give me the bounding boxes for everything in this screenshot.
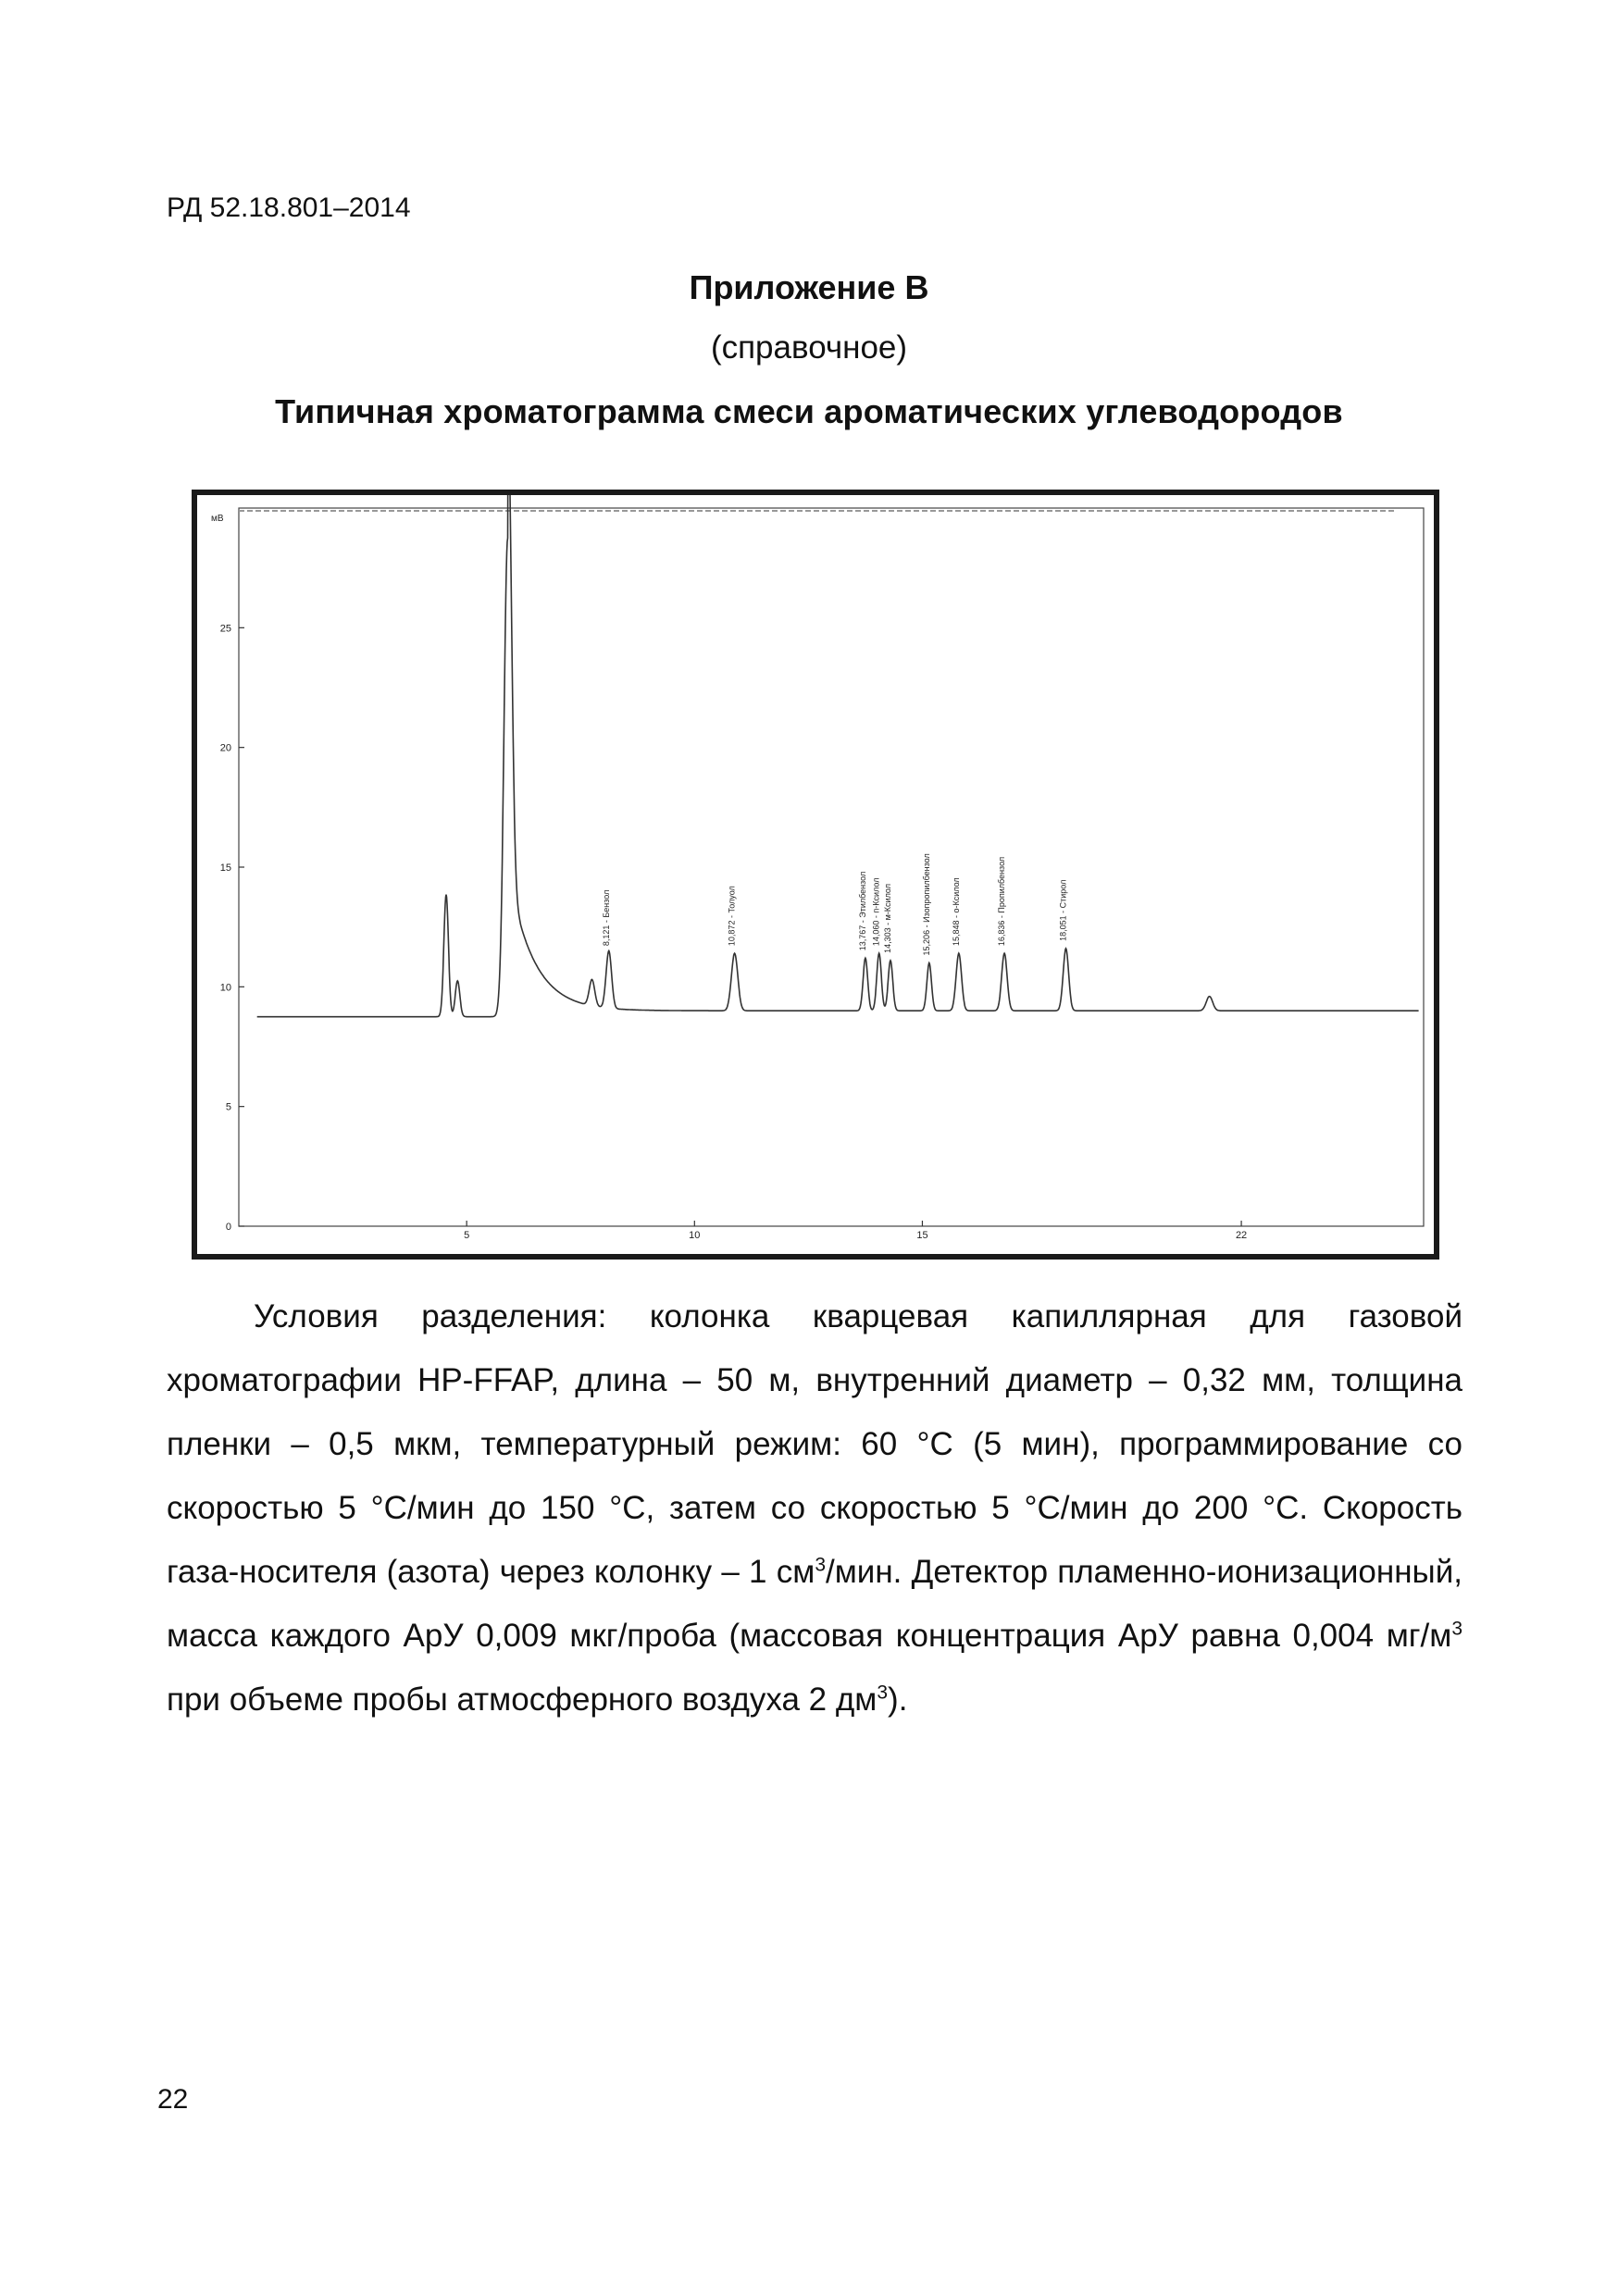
superscript-cubic-2: 3 [1451,1618,1462,1640]
y-unit-label: мВ [211,514,224,524]
chromatogram-trace [257,495,1419,1017]
x-tick-label: 10 [689,1230,701,1241]
chromatogram-frame [192,490,1439,1260]
conditions-text-2: /мин. Детектор пламенно-ионизационный, масса каждого АрУ 0,009 мкг/проба (массовая концентрация АрУ равна 0,004 мг/м [167,1554,1462,1654]
peak-label: 15,848 - о-Ксилол [951,877,961,947]
appendix-title: Приложение В [689,268,929,306]
page-number: 22 [157,2084,189,2115]
y-tick-label: 25 [219,623,231,635]
x-tick-label: 15 [916,1230,928,1241]
x-tick-label: 22 [1235,1230,1248,1241]
conditions-text-4: ). [888,1682,908,1718]
superscript-cubic-3: 3 [877,1682,889,1704]
peak-label: 15,206 - Изопропилбензол [921,853,931,956]
conditions-text-1: Условия разделения: колонка кварцевая капиллярная для газовой хроматографии HP-FFAP, длина – 50 м, внутренний диаметр – 0,32 мм, толщина пленки – 0,5 мкм, температурный режим: 60 °С (5 мин), программирование со скоростью 5 °С/мин до 150 °С, затем со скоростью 5 °С/мин до 200 °С. Скорость газа-носителя (азота) через колонку – 1 см [167,1298,1462,1590]
plot-area-border [239,508,1424,1226]
document-code: РД 52.18.801–2014 [167,192,411,223]
y-tick-label: 0 [225,1222,231,1233]
figure-title: Типичная хроматограмма смеси ароматических углеводородов [275,392,1343,430]
x-tick-label: 5 [464,1230,470,1241]
y-tick-label: 5 [225,1101,231,1113]
peak-label: 8,121 - Бензол [601,889,611,947]
separation-conditions [167,1285,1462,1731]
peak-label: 14,303 - м-Ксилол [882,883,892,953]
y-tick-label: 15 [219,863,231,874]
peak-label: 18,051 - Стирол [1058,879,1068,941]
peak-label: 13,767 - Этилбензол [857,871,867,951]
peak-label: 14,060 - п-Ксилол [871,877,881,947]
y-tick-label: 20 [219,742,231,754]
peak-label: 16,836 - Пропилбензол [997,856,1007,947]
peak-label: 10,872 - Толуол [727,886,737,947]
conditions-text-3: при объеме пробы атмосферного воздуха 2 дм [167,1682,877,1718]
y-tick-label: 10 [219,982,231,994]
appendix-subtitle: (справочное) [710,329,908,366]
chromatogram-chart [197,495,1434,1254]
superscript-cubic-1: 3 [815,1554,827,1576]
